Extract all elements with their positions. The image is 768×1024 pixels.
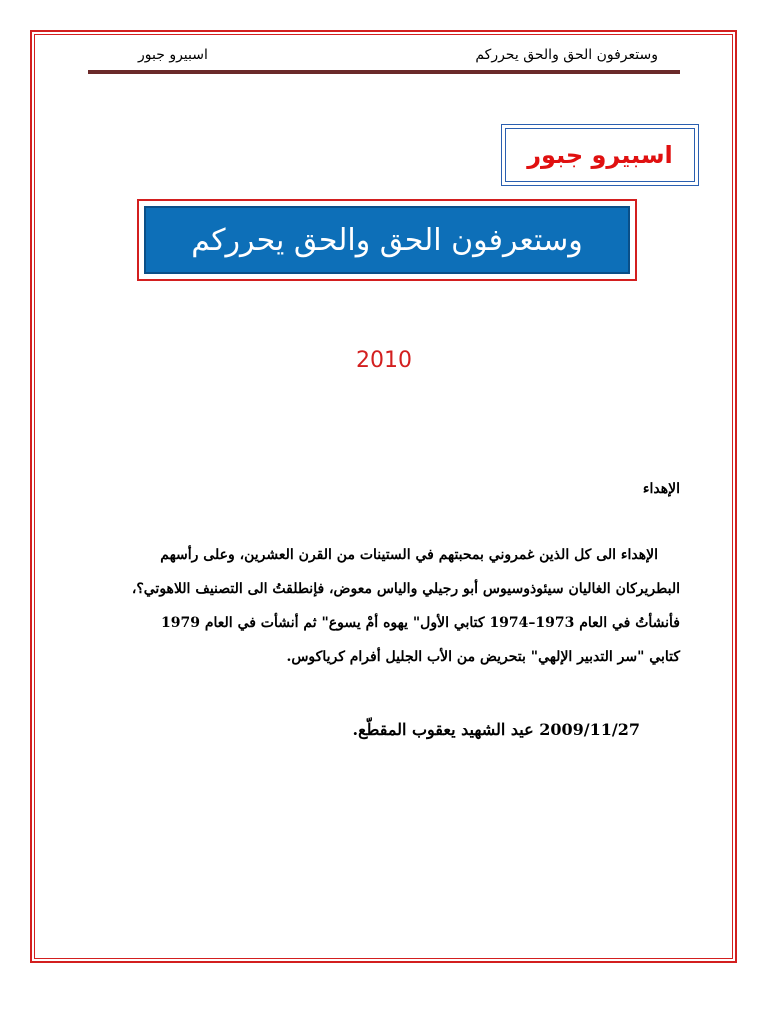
header-title: وستعرفون الحق والحق يحرركم [475,47,658,63]
cover-title: وستعرفون الحق والحق يحرركم [144,206,630,274]
header-author: اسبيرو جبور [138,47,208,63]
dedication-line: فأنشأتُ في العام 1973–1974 كتابي الأول" يهوه أمْ يسوع" ثم أنشأت في العام 1979 [161,615,680,631]
dedication-line: البطريركان الغاليان سيئوذوسيوس أبو رجيلي والياس معوض، فإنطلقتُ الى التصنيف اللاهوتي؟، [131,581,680,597]
dedication-signature: 2009/11/27 عيد الشهيد يعقوب المقطّع. [352,720,640,739]
dedication-heading: الإهداء [642,481,680,497]
title-box [137,199,637,281]
author-box [501,124,699,186]
cover-author: اسبيرو جبور [505,128,695,182]
dedication-line: الإهداء الى كل الذين غمروني بمحبتهم في الستينات من القرن العشرين، وعلى رأسهم [160,547,658,563]
page-header [88,44,680,72]
publication-year: 2010 [356,348,412,373]
dedication-line: كتابي "سر التدبير الإلهي" بتحريض من الأب الجليل أفرام كرياكوس. [286,649,680,665]
dedication-body [118,548,680,684]
header-rule [88,70,680,74]
